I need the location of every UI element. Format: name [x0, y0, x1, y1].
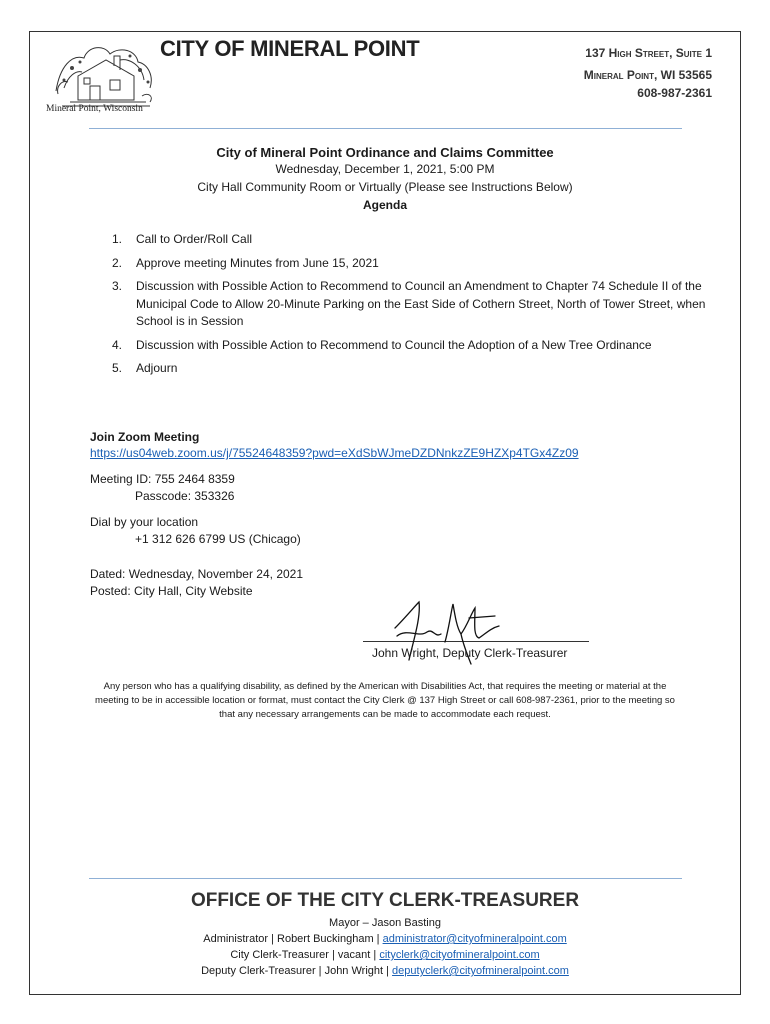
administrator-line: [30, 933, 740, 945]
header-phone: 608-987-2361: [637, 86, 712, 100]
meeting-passcode: Passcode: 353326: [135, 489, 235, 503]
bottom-divider: [89, 878, 682, 879]
agenda-item-number: 2.: [112, 255, 123, 270]
posted-line: Posted: City Hall, City Website: [90, 584, 253, 598]
zoom-meeting-link[interactable]: https://us04web.zoom.us/j/75524648359?pwd=eXdSbWJmeDZDNnkzZE9HZXp4TGx4Zz09: [90, 446, 579, 460]
disability-notice: Any person who has a qualifying disability, as defined by the American with Disabilities Act, that requires the meeting or material at the meeting to be in accessible location or format, must contact the City Clerk @ 137 High Street or call 608-987-2361, prior to the meeting so that any necessary arrangements can be made to accommodate each request.: [95, 681, 675, 720]
clerk-line: [30, 949, 740, 961]
agenda-item: [112, 337, 712, 355]
agenda-item: [112, 231, 712, 249]
agenda-list: [112, 231, 712, 384]
agenda-item-text: Discussion with Possible Action to Recommend to Council the Adoption of a New Tree Ordinance: [136, 337, 652, 352]
agenda-item-number: 3.: [112, 279, 123, 293]
agenda-item-text: Adjourn: [136, 361, 178, 375]
office-title: OFFICE OF THE CITY CLERK-TREASURER: [190, 890, 580, 911]
meeting-title: City of Mineral Point Ordinance and Claims Committee: [216, 145, 554, 160]
administrator-email-link[interactable]: administrator@cityofmineralpoint.com: [382, 933, 567, 945]
deputy-clerk-email-link[interactable]: deputyclerk@cityofmineralpoint.com: [392, 965, 569, 977]
agenda-heading: Agenda: [362, 198, 407, 212]
deputy-clerk-line: [30, 965, 740, 977]
zoom-heading: Join Zoom Meeting: [90, 430, 200, 444]
meeting-datetime: Wednesday, December 1, 2021, 5:00 PM: [275, 162, 495, 176]
agenda-item-text: Approve meeting Minutes from June 15, 2021: [136, 255, 379, 270]
city-title: CITY OF MINERAL POINT: [160, 36, 420, 61]
address-line-2: Mineral Point, WI 53565: [583, 68, 712, 82]
document-page: [29, 31, 741, 995]
mayor-line: Mayor – Jason Basting: [329, 917, 441, 929]
clerk-label: City Clerk-Treasurer | vacant |: [230, 949, 380, 961]
agenda-item-number: 4.: [112, 337, 123, 352]
meeting-location: City Hall Community Room or Virtually (Please see Instructions Below): [197, 180, 573, 194]
agenda-item: [112, 278, 712, 331]
agenda-item-text: Call to Order/Roll Call: [136, 232, 253, 246]
dial-in-phone: +1 312 626 6799 US (Chicago): [135, 532, 301, 546]
agenda-item-number: 5.: [112, 361, 123, 375]
dated-line: Dated: Wednesday, November 24, 2021: [90, 567, 304, 581]
clerk-email-link[interactable]: cityclerk@cityofmineralpoint.com: [379, 949, 540, 961]
signatory-name: John Wright, Deputy Clerk-Treasurer: [372, 646, 568, 660]
logo-caption: Mineral Point, Wisconsin: [46, 104, 143, 114]
agenda-item-text: Discussion with Possible Action to Recommend to Council an Amendment to Chapter 74 Schedule II of the Municipal Code to Allow 20-Minute Parking on the East Side of Cothern Street, North of Tower Street, when School is in Session: [136, 279, 706, 328]
administrator-label: Administrator | Robert Buckingham |: [203, 933, 383, 945]
agenda-item-number: 1.: [112, 232, 123, 246]
address-line-1: 137 High Street, Suite 1: [585, 46, 712, 60]
deputy-clerk-label: Deputy Clerk-Treasurer | John Wright |: [201, 965, 393, 977]
meeting-id: Meeting ID: 755 2464 8359: [90, 472, 235, 486]
top-divider: [89, 128, 682, 129]
dial-heading: Dial by your location: [90, 515, 199, 529]
agenda-item: [112, 255, 712, 273]
agenda-item: [112, 360, 712, 378]
